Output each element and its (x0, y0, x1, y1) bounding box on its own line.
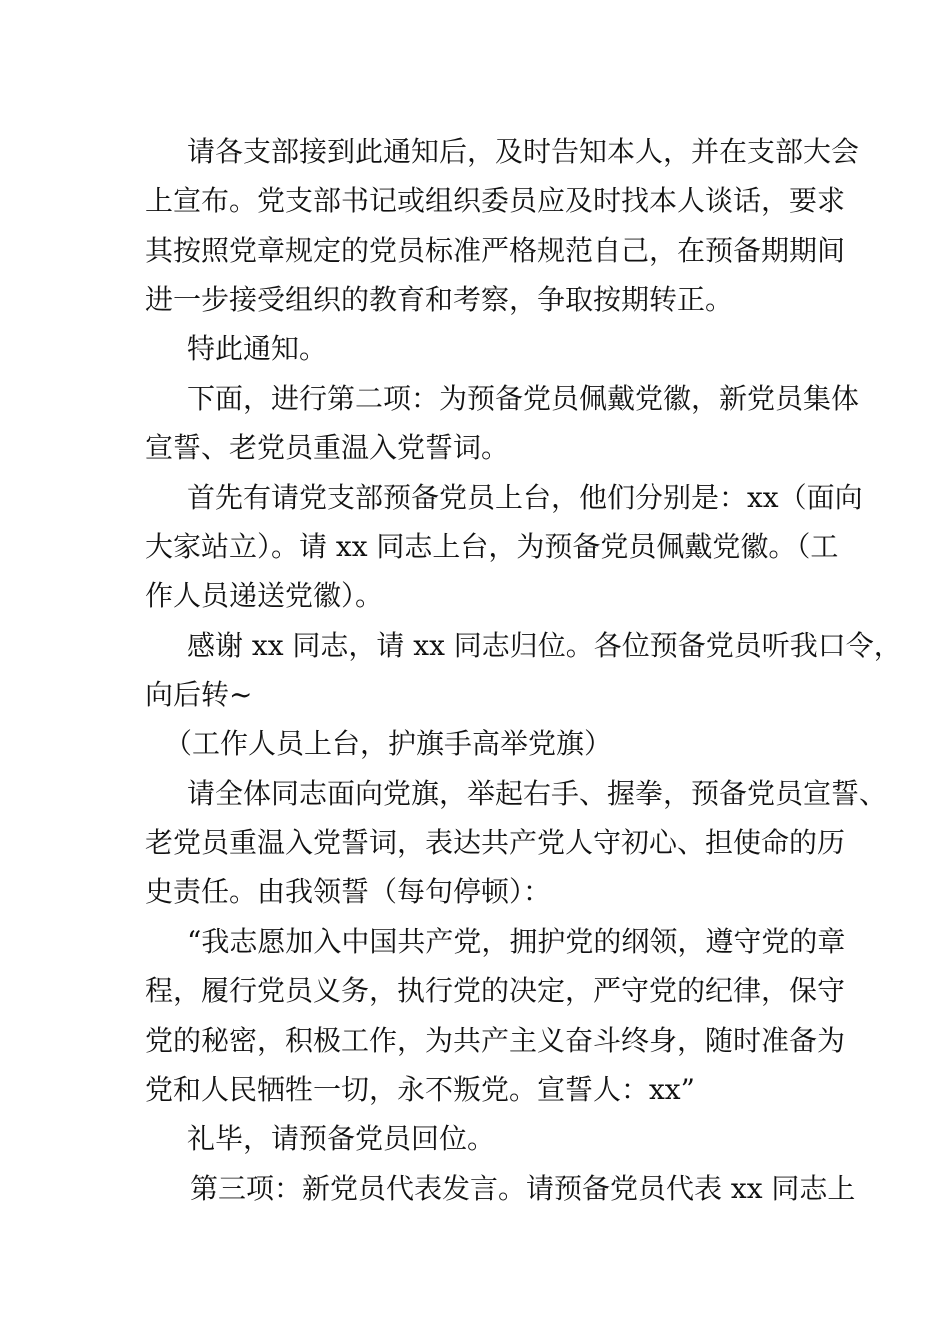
paragraph-line: 作人员递送党徽）。 (145, 579, 384, 612)
paragraph-line: “我志愿加入中国共产党，拥护党的纲领，遵守党的章 (187, 925, 846, 958)
paragraph-line: 向后转~ (145, 678, 253, 711)
paragraph-line: 特此通知。 (187, 332, 328, 365)
paragraph-line: 第三项：新党员代表发言。请预备党员代表 xx 同志上 (190, 1172, 856, 1205)
paragraph-line: 党的秘密，积极工作，为共产主义奋斗终身，随时准备为 (145, 1024, 846, 1057)
paragraph-line: 宣誓、老党员重温入党誓词。 (145, 431, 510, 464)
paragraph-line: 上宣布。党支部书记或组织委员应及时找本人谈话，要求 (145, 184, 846, 217)
paragraph-line: 进一步接受组织的教育和考察，争取按期转正。 (145, 283, 734, 316)
paragraph-line: 老党员重温入党誓词，表达共产党人守初心、担使命的历 (145, 826, 846, 859)
paragraph-line: （工作人员上台，护旗手高举党旗） (164, 727, 613, 760)
paragraph-line: 请全体同志面向党旗，举起右手、握拳，预备党员宣誓、 (187, 777, 888, 810)
paragraph-line: 程，履行党员义务，执行党的决定，严守党的纪律，保守 (145, 974, 846, 1007)
paragraph-line: 党和人民牺牲一切，永不叛党。宣誓人：xx” (145, 1073, 695, 1106)
paragraph-line: 首先有请党支部预备党员上台，他们分别是：xx（面向 (187, 481, 863, 514)
paragraph-line: 大家站立）。请 xx 同志上台，为预备党员佩戴党徽。（工 (145, 530, 839, 563)
paragraph-line: 其按照党章规定的党员标准严格规范自己，在预备期期间 (145, 234, 846, 267)
paragraph-line: 史责任。由我领誓（每句停顿）： (145, 875, 552, 908)
paragraph-line: 请各支部接到此通知后，及时告知本人，并在支部大会 (187, 135, 860, 168)
paragraph-line: 下面，进行第二项：为预备党员佩戴党徽，新党员集体 (187, 382, 860, 415)
paragraph-line: 礼毕，请预备党员回位。 (187, 1122, 496, 1155)
paragraph-line: 感谢 xx 同志，请 xx 同志归位。各位预备党员听我口令， (187, 629, 902, 662)
